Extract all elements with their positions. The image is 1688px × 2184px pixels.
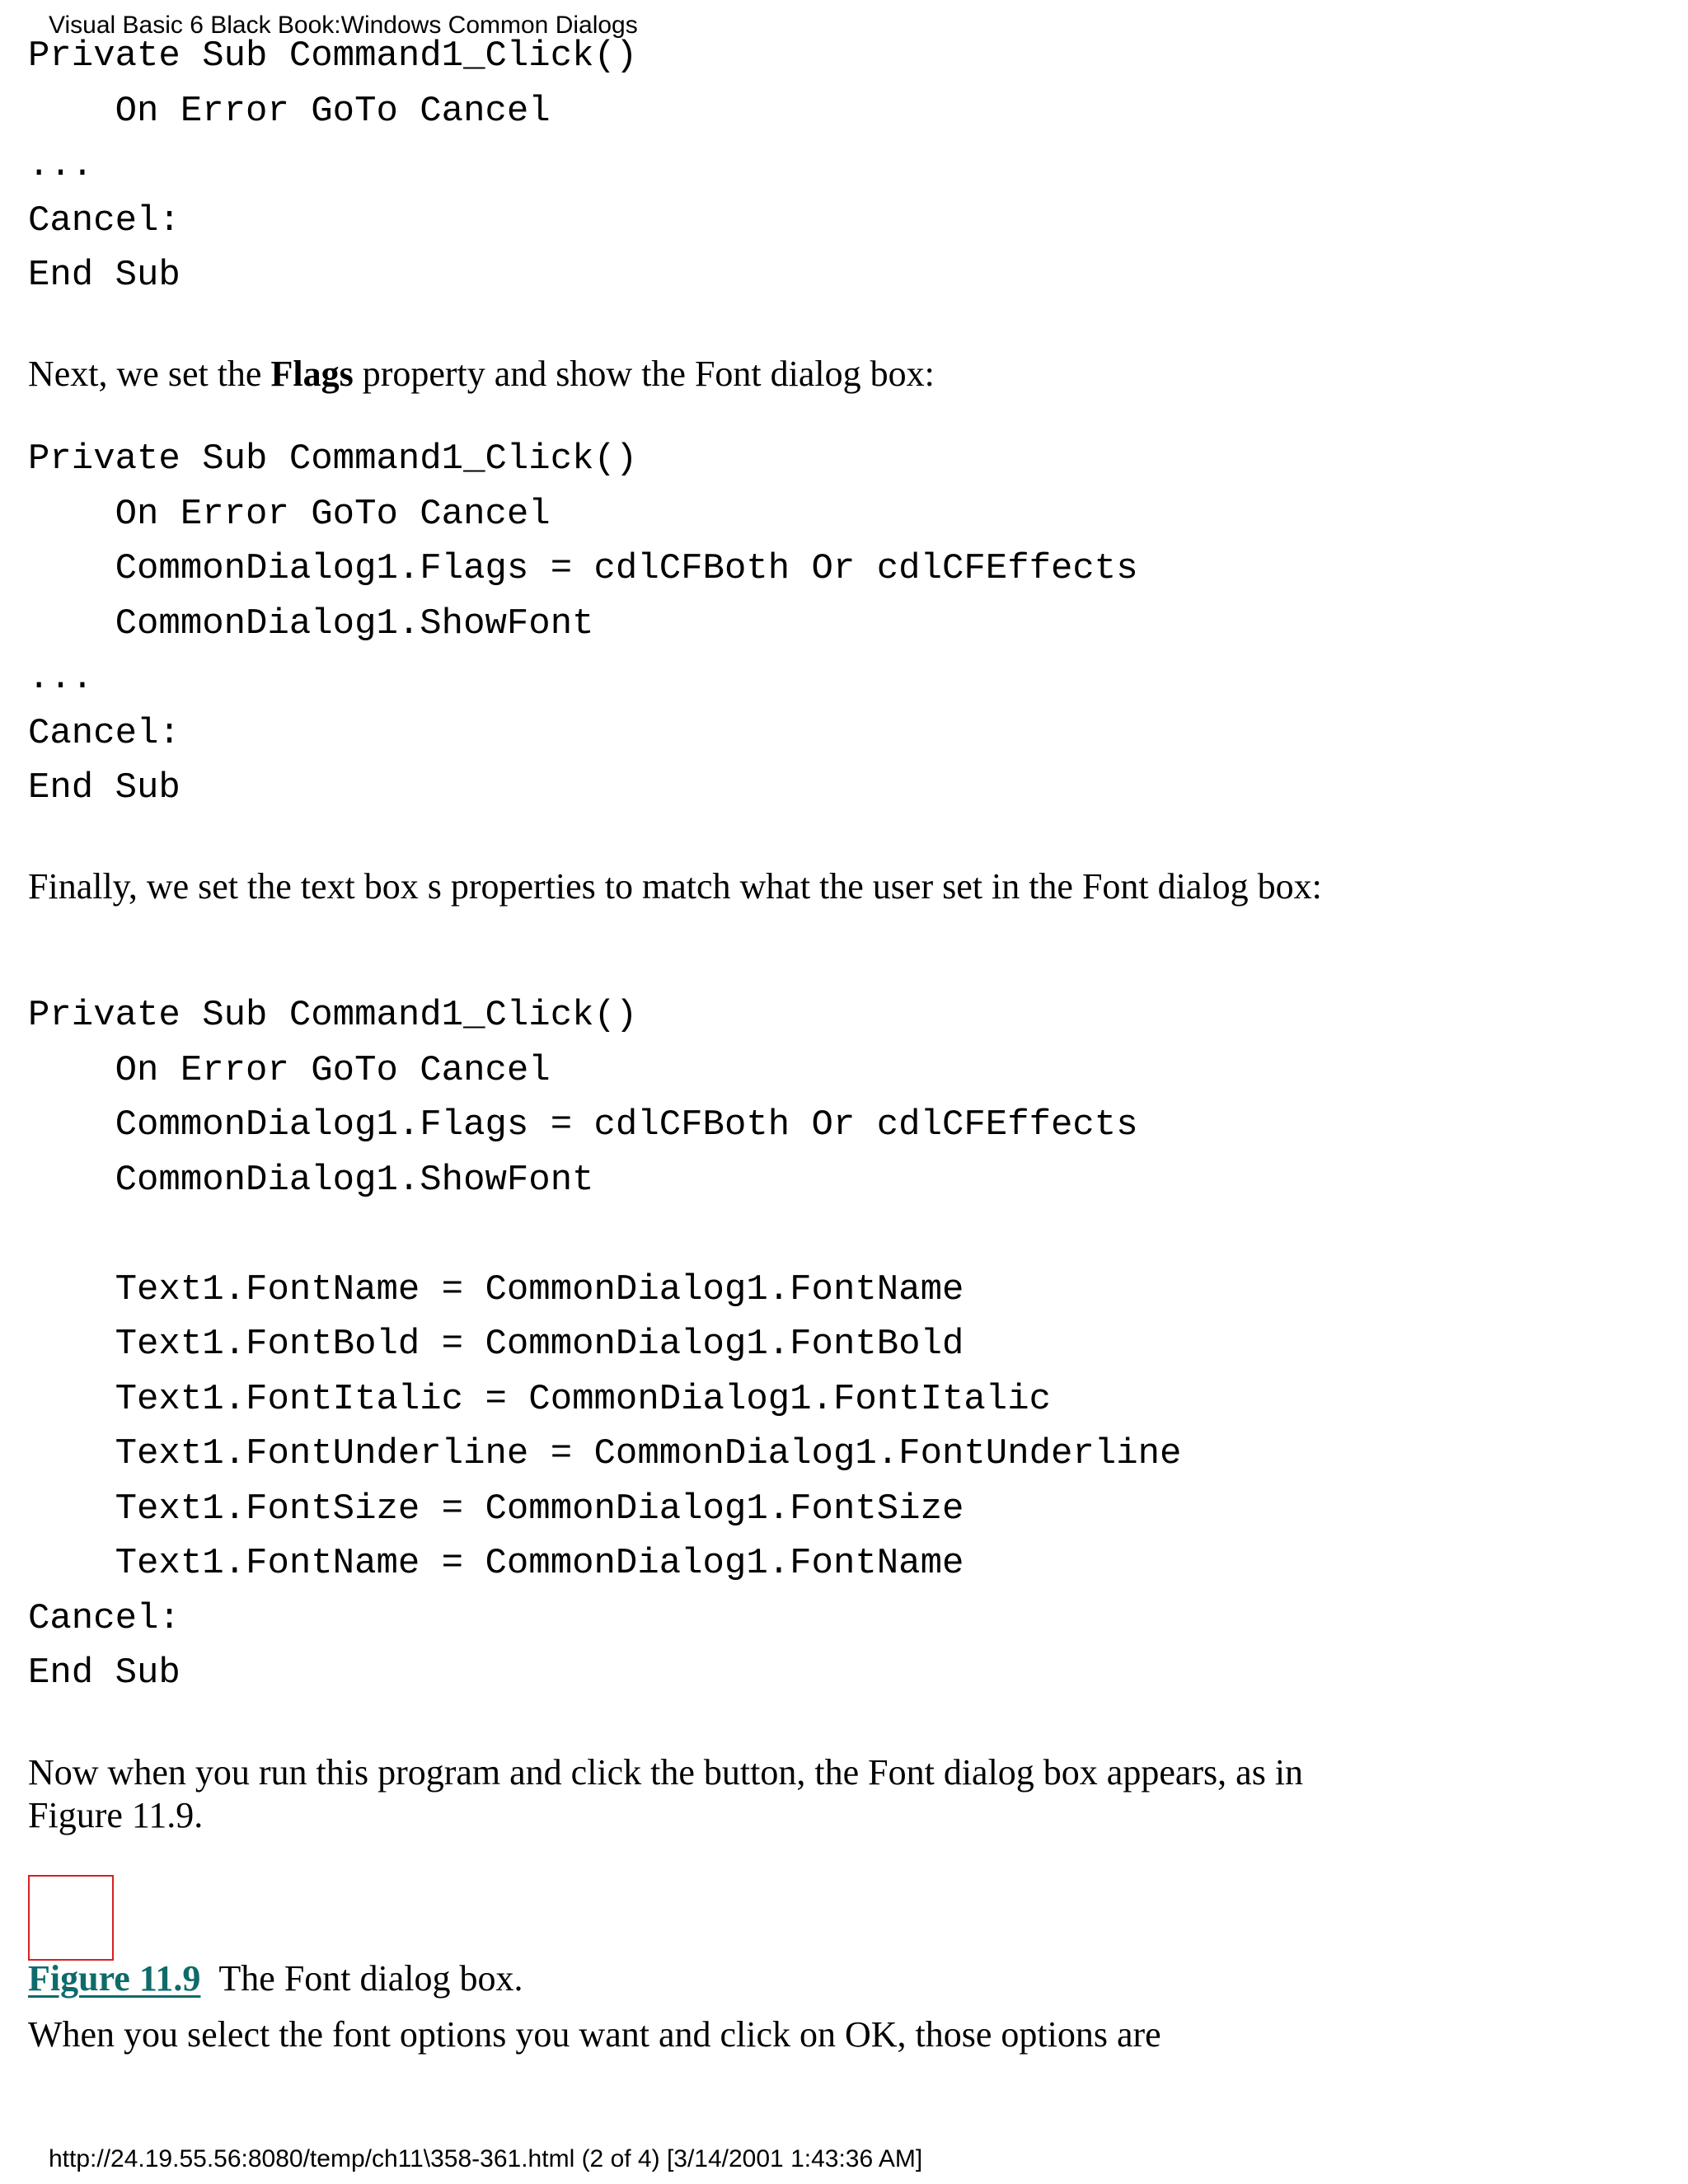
code-line: Text1.FontUnderline = CommonDialog1.FontUnderline [28,1433,1182,1474]
code-block-show-font [28,432,1138,816]
code-line: Text1.FontSize = CommonDialog1.FontSize [28,1488,964,1530]
code-line: End Sub [28,1652,181,1694]
paragraph-run-program: Now when you run this program and click the button, the Font dialog box appears, as in Figure 11.9. [28,1752,1304,1835]
code-line: CommonDialog1.ShowFont [28,1159,594,1201]
paragraph-select-font-options: When you select the font options you want and click on OK, those options are [28,2014,1161,2055]
code-line: CommonDialog1.Flags = cdlCFBoth Or cdlCFEffects [28,548,1138,589]
code-line: On Error GoTo Cancel [28,90,551,132]
code-line: ... [28,145,94,186]
flags-keyword: Flags [270,354,354,394]
figure-caption-text: The Font dialog box. [218,1958,523,1999]
code-line: ... [28,658,94,699]
code-line: Cancel: [28,712,181,754]
code-line: End Sub [28,255,181,296]
code-block-apply-font [28,988,1181,1701]
code-line: Text1.FontName = CommonDialog1.FontName [28,1543,964,1584]
figure-caption [28,1957,523,2000]
figure-link[interactable]: Figure 11.9 [28,1958,201,1999]
code-line: End Sub [28,767,181,808]
paragraph-text: property and show the Font dialog box: [353,354,935,394]
paragraph-set-flags [28,353,1347,396]
code-line: CommonDialog1.ShowFont [28,602,594,644]
paragraph-set-textbox-properties: Finally, we set the text box s properties to match what the user set in the Font dialog box: [28,866,1322,907]
code-line: Text1.FontItalic = CommonDialog1.FontItalic [28,1378,1052,1420]
code-line: Cancel: [28,1597,181,1639]
code-line: Private Sub Command1_Click() [28,995,638,1036]
code-line: Text1.FontName = CommonDialog1.FontName [28,1268,964,1310]
missing-figure-image[interactable] [28,1875,114,1961]
code-line [28,1207,1181,1263]
page-header: Visual Basic 6 Black Book:Windows Common Dialogs [49,12,638,39]
page-footer: http://24.19.55.56:8080/temp/ch11\358-361.html (2 of 4) [3/14/2001 1:43:36 AM] [49,2145,923,2172]
code-line: On Error GoTo Cancel [28,493,551,535]
code-line: Private Sub Command1_Click() [28,35,638,77]
code-line: Cancel: [28,199,181,241]
code-block-command1-click-stub [28,29,637,303]
code-line: Text1.FontBold = CommonDialog1.FontBold [28,1324,964,1365]
code-line: Private Sub Command1_Click() [28,438,638,480]
paragraph-text: Next, we set the [28,354,271,394]
code-line: CommonDialog1.Flags = cdlCFBoth Or cdlCFEffects [28,1104,1138,1146]
code-line: On Error GoTo Cancel [28,1049,551,1091]
